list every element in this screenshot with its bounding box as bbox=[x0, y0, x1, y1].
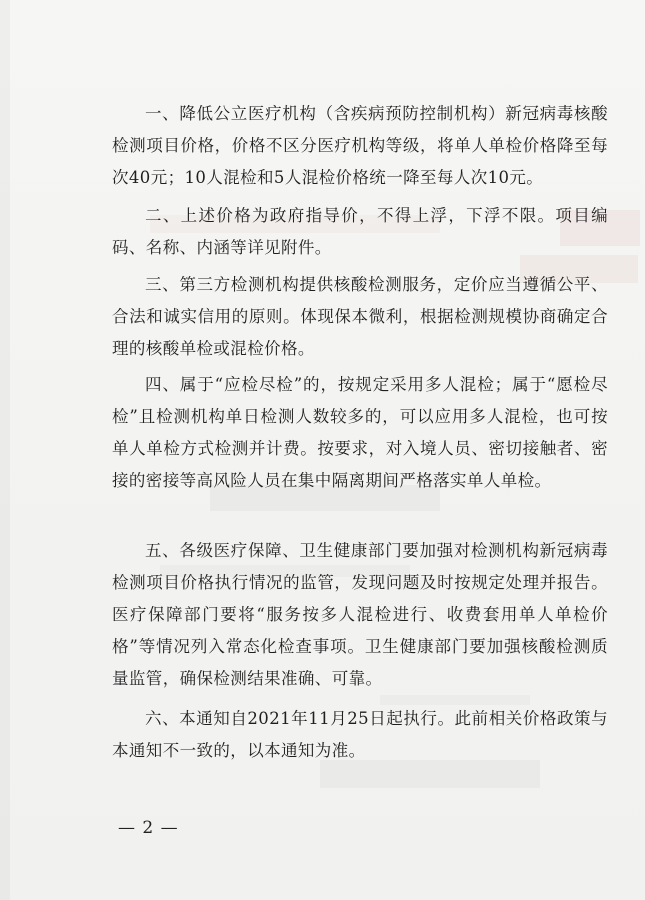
paragraph-2: 二、上述价格为政府指导价，不得上浮，下浮不限。项目编码、名称、内涵等详见附件。 bbox=[112, 206, 608, 257]
paragraph-6: 六、本通知自2021年11月25日起执行。此前相关价格政策与本通知不一致的，以本通知为准。 bbox=[112, 709, 608, 760]
page-number: — 2 — bbox=[118, 818, 179, 838]
paragraph-1: 一、降低公立医疗机构（含疾病预防控制机构）新冠病毒核酸检测项目价格，价格不区分医疗机构等级，将单人单检价格降至每次40元；10人混检和5人混检价格统一降至每人次10元。 bbox=[112, 104, 608, 187]
paragraph-4: 四、属于“应检尽检”的，按规定采用多人混检；属于“愿检尽检”且检测机构单日检测人数较多的，可以应用多人混检，也可按单人单检方式检测并计费。按要求，对入境人员、密切接触者、密接的密接等高风险人员在集中隔离期间严格落实单人单检。 bbox=[112, 375, 608, 490]
bleed-mark bbox=[0, 0, 10, 900]
paragraph-5: 五、各级医疗保障、卫生健康部门要加强对检测机构新冠病毒检测项目价格执行情况的监管，发现问题及时按规定处理并报告。医疗保障部门要将“服务按多人混检进行、收费套用单人单检价格”等情况列入常态化检查事项。卫生健康部门要加强核酸检测质量监管，确保检测结果准确、可靠。 bbox=[112, 541, 608, 688]
paragraph-3: 三、第三方检测机构提供核酸检测服务，定价应当遵循公平、合法和诚实信用的原则。体现保本微利，根据检测规模协商确定合理的核酸单检或混检价格。 bbox=[112, 275, 608, 358]
